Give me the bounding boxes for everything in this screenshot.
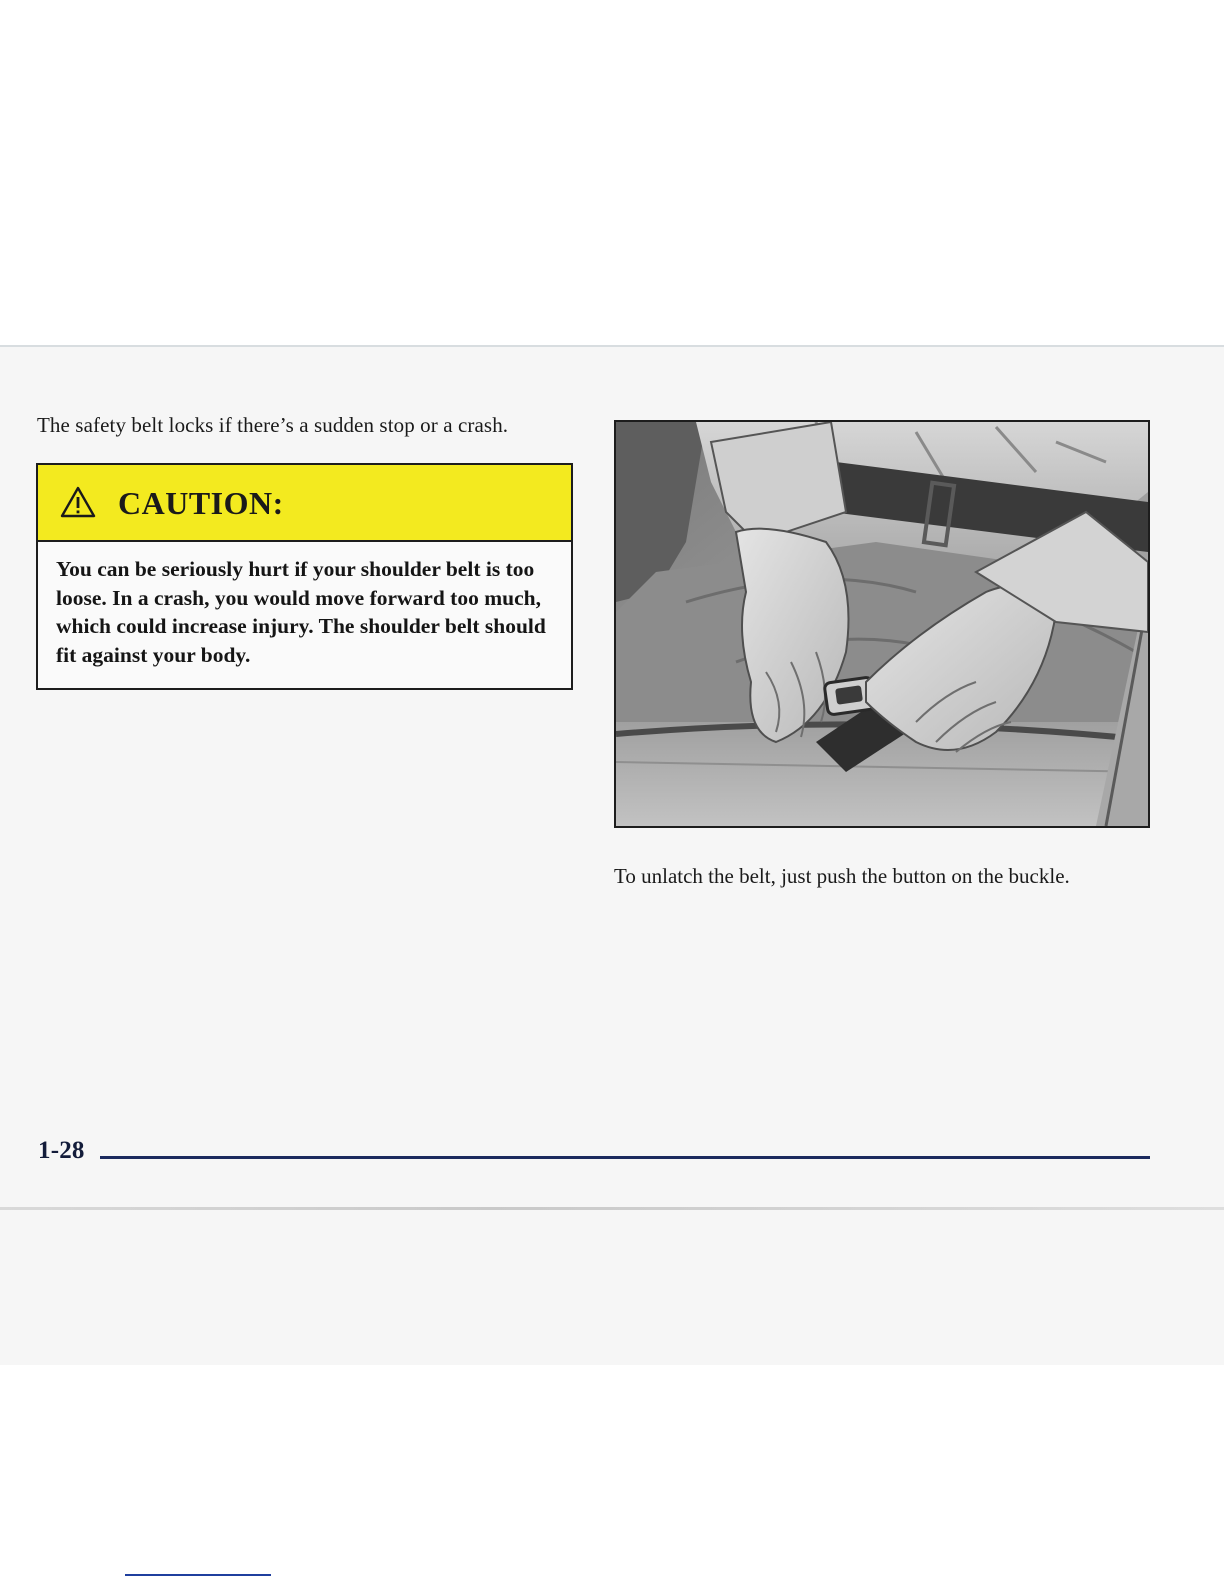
buckle-illustration (614, 420, 1150, 828)
page-number: 1-28 (38, 1137, 85, 1164)
figure-caption: To unlatch the belt, just push the button on the buckle. (614, 864, 1070, 888)
caution-body-text: You can be seriously hurt if your shoulder belt is too loose. In a crash, you would move forward too much, which could increase injury. The shoulder belt should fit against your body. (56, 557, 546, 667)
page-bottom-edge (0, 1207, 1224, 1210)
footer-rule (100, 1156, 1150, 1159)
intro-paragraph: The safety belt locks if there’s a sudden stop or a crash. (37, 413, 509, 437)
caution-box (36, 463, 573, 690)
caution-header (38, 465, 571, 542)
caution-title: CAUTION: (118, 485, 284, 521)
link-underline (125, 1574, 271, 1576)
warning-triangle-icon (60, 486, 96, 518)
